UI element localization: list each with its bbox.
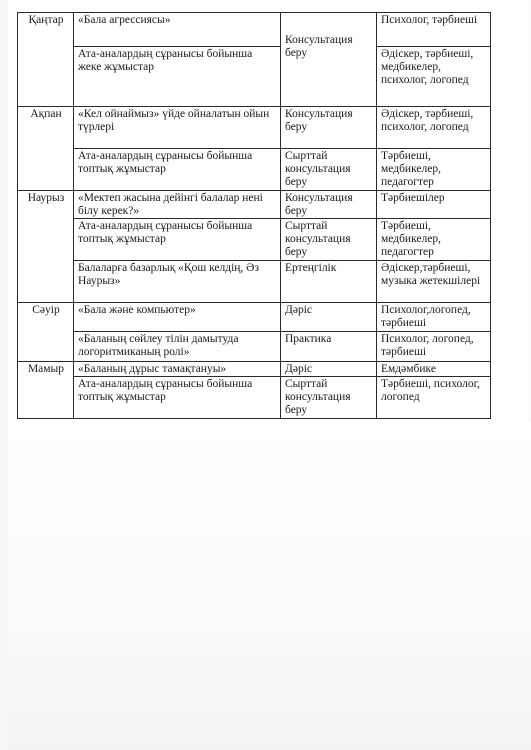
form-cell: Сырттай консультация беру [281,149,377,191]
table-row [18,47,491,107]
responsible-cell: Әдіскер, тәрбиеші, медбикелер, психолог, логопед [377,47,491,107]
form-cell: Сырттай консультация беру [281,377,377,419]
table-row [18,332,491,362]
table-row [18,191,491,219]
responsible-cell: Психолог, логопед, тәрбиеші [377,332,491,362]
form-cell: Ертеңгілік [281,261,377,303]
table-row [18,362,491,377]
event-cell: «Бала және компьютер» [74,303,281,332]
table-row [18,377,491,419]
table-row [18,13,491,47]
event-cell: «Бала агрессиясы» [74,13,281,47]
responsible-cell: Тәрбиешілер [377,191,491,219]
blank-page-area [8,422,531,750]
table-row [18,107,491,149]
month-cell: Қаңтар [18,13,74,107]
event-cell: Ата-аналардың сұранысы бойынша топтық жұмыстар [74,149,281,191]
form-cell: Консультация беру [281,13,377,107]
table-row [18,149,491,191]
event-cell: Ата-аналардың сұранысы бойынша топтық жұмыстар [74,377,281,419]
responsible-cell: Психолог,логопед, тәрбиеші [377,303,491,332]
event-cell: «Баланың сөйлеу тілін дамытуда логоритмиканың ролі» [74,332,281,362]
month-cell: Ақпан [18,107,74,191]
parent-work-schedule-table [17,12,491,419]
form-cell: Консультация беру [281,191,377,219]
month-cell: Мамыр [18,362,74,419]
responsible-cell: Әдіскер, тәрбиеші, психолог, логопед [377,107,491,149]
form-cell: Дәріс [281,303,377,332]
responsible-cell: Емдәмбике [377,362,491,377]
table-row [18,303,491,332]
event-cell: Балаларға базарлық «Қош келдің, Әз Наурыз» [74,261,281,303]
form-cell: Дәріс [281,362,377,377]
event-cell: Ата-аналардың сұранысы бойынша топтық жұмыстар [74,219,281,261]
event-cell: «Кел ойнаймыз» үйде ойналатын ойын түрлері [74,107,281,149]
event-cell: «Мектеп жасына дейінгі балалар нені білу керек?» [74,191,281,219]
form-cell: Сырттай консультация беру [281,219,377,261]
month-cell: Сәуір [18,303,74,362]
form-cell: Консультация беру [281,107,377,149]
responsible-cell: Тәрбиеші, медбикелер, педагогтер [377,219,491,261]
event-cell: Ата-аналардың сұранысы бойынша жеке жұмыстар [74,47,281,107]
table-row [18,261,491,303]
responsible-cell: Тәрбиеші, медбикелер, педагогтер [377,149,491,191]
responsible-cell: Психолог, тәрбиеші [377,13,491,47]
form-cell: Практика [281,332,377,362]
month-cell: Наурыз [18,191,74,303]
event-cell: «Баланың дұрыс тамақтануы» [74,362,281,377]
responsible-cell: Әдіскер,тәрбиеші, музыка жетекшілері [377,261,491,303]
table-row [18,219,491,261]
responsible-cell: Тәрбиеші, психолог, логопед [377,377,491,419]
